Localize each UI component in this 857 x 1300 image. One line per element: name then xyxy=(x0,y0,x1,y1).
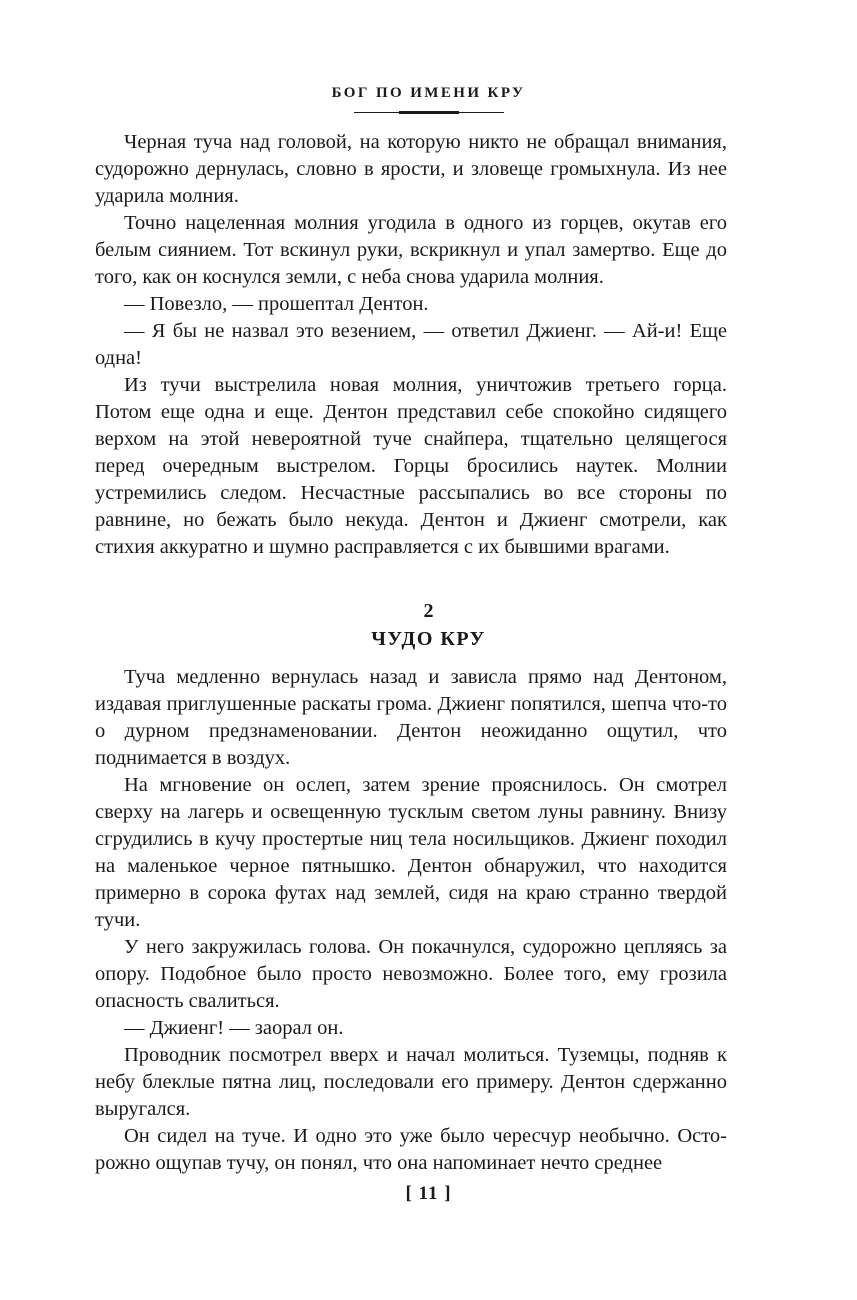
paragraph: Туча медленно вернулась назад и зависла прямо над Дентоном, издавая приглушенные раскаты грома. Джиенг попятился, шепча что-то о дурном предзнаменовании. Дентон неожиданно ощутил, что поднимается в воздух. xyxy=(95,666,727,769)
running-head-rule xyxy=(354,111,504,114)
paragraph: Из тучи выстрелила новая молния, уничтожив третьего горца. Потом еще одна и еще. Дентон представил себе спокойно сидящего верхом на этой невероятной туче снайпера, тщательно целящегося перед очередным выстрелом. Горцы бросились наутек. Молнии устремились следом. Несчастные рассыпались во все стороны по равнине, но бежать было некуда. Дентон и Джиенг смотрели, как стихия аккуратно и шумно расправляется с их бывшими врагами. xyxy=(95,374,727,558)
chapter-title: ЧУДО КРУ xyxy=(371,628,486,650)
running-head-title: БОГ ПО ИМЕНИ КРУ xyxy=(331,85,526,101)
paragraph: — Повезло, — прошептал Дентон. xyxy=(124,293,429,315)
chapter-heading xyxy=(0,598,857,652)
running-head xyxy=(0,84,857,114)
page-number: [ 11 ] xyxy=(405,1183,452,1204)
chapter-number: 2 xyxy=(423,600,434,622)
text-block-after-chapter xyxy=(95,664,727,1177)
paragraph: Черная туча над головой, на которую никто не обращал внимания, судорожно дернулась, словно в ярости, и зловеще громыхнула. Из нее ударила молния. xyxy=(95,131,727,207)
paragraph: Он сидел на туче. И одно это уже было чересчур необычно. Осторожно ощупав тучу, он понял, что она напоминает нечто среднее xyxy=(95,1125,727,1174)
paragraph: Проводник посмотрел вверх и начал молиться. Туземцы, подняв к небу блеклые пятна лиц, последовали его примеру. Дентон сдержанно выругался. xyxy=(95,1044,727,1120)
paragraph: На мгновение он ослеп, затем зрение прояснилось. Он смотрел сверху на лагерь и освещенную тусклым светом луны равнину. Внизу сгрудились в кучу простертые ниц тела носильщиков. Джиенг походил на маленькое черное пятнышко. Дентон обнаружил, что находится примерно в сорока футах над землей, сидя на краю странно твердой тучи. xyxy=(95,774,727,931)
text-block-before-chapter xyxy=(95,129,727,561)
paragraph: Точно нацеленная молния угодила в одного из горцев, окутав его белым сиянием. Тот вскинул руки, вскрикнул и упал замертво. Еще до того, как он коснулся земли, с неба снова ударила молния. xyxy=(95,212,727,288)
paragraph: — Джиенг! — заорал он. xyxy=(124,1017,344,1039)
paragraph: У него закружилась голова. Он покачнулся, судорожно цепляясь за опору. Подобное было просто невозможно. Более того, ему грозила опасность свалиться. xyxy=(95,936,727,1012)
paragraph: — Я бы не назвал это везением, — ответил Джиенг. — Ай-и! Еще одна! xyxy=(95,320,727,369)
